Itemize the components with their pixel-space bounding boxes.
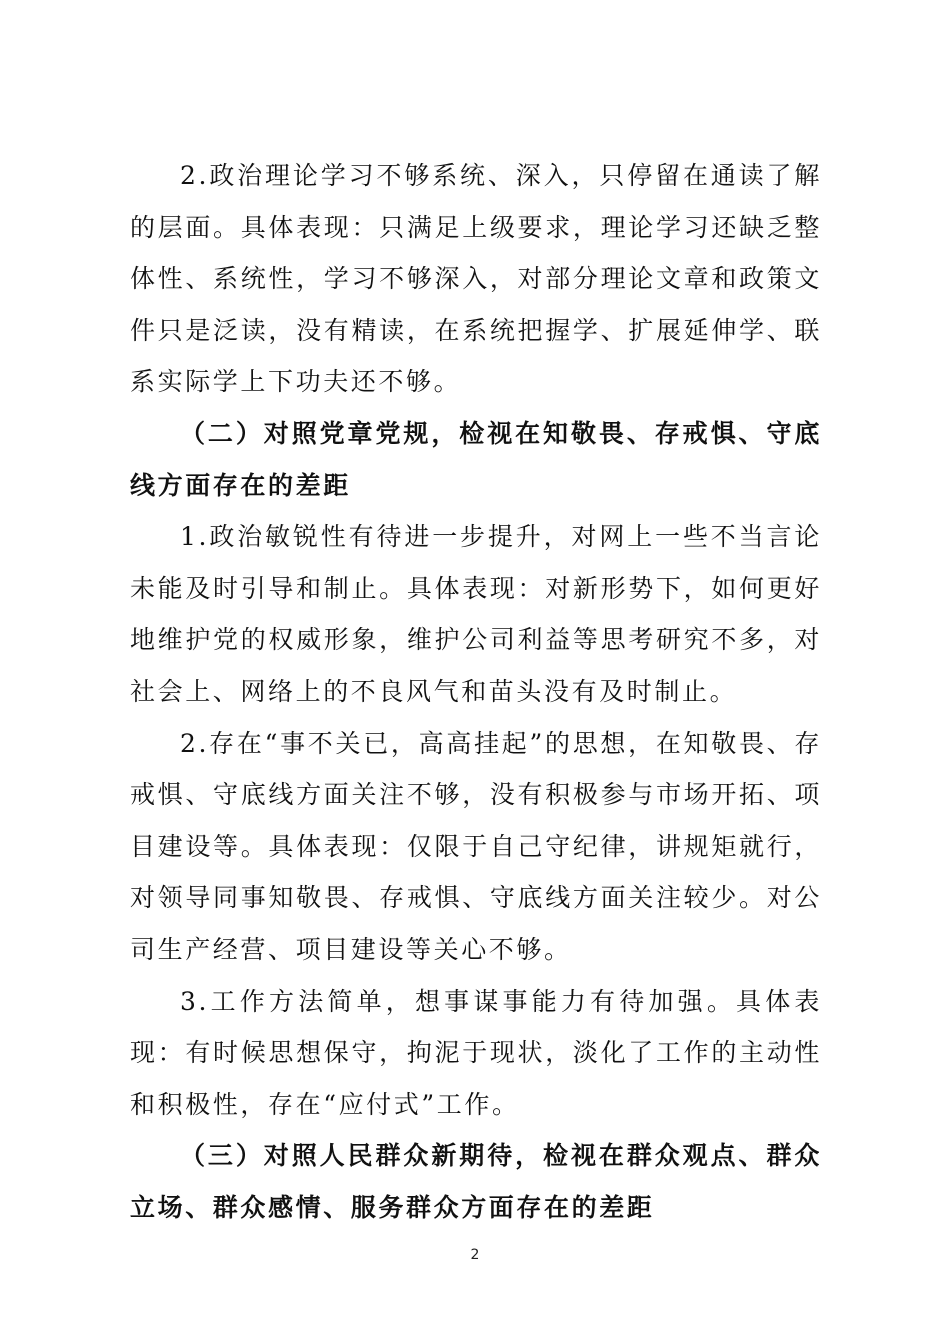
paragraph-item-1-political-sensitivity: 1.政治敏锐性有待进一步提升，对网上一些不当言论未能及时引导和制止。具体表现：对新形势下，如何更好地维护党的权威形象，维护公司利益等思考研究不多，对社会上、网络上的不良风气和苗头没有及时制止。 bbox=[130, 522, 822, 706]
section-heading-2: （二）对照党章党规，检视在知敬畏、存戒惧、守底线方面存在的差距 bbox=[130, 418, 822, 500]
paragraph-item-3-work-method: 3.工作方法简单，想事谋事能力有待加强。具体表现：有时候思想保守，拘泥于现状，淡化了工作的主动性和积极性，存在“应付式”工作。 bbox=[130, 986, 822, 1119]
document-body bbox=[130, 150, 822, 1233]
paragraph-item-2-attitude: 2.存在“事不关已，高高挂起”的思想，在知敬畏、存戒惧、守底线方面关注不够，没有积极参与市场开拓、项目建设等。具体表现：仅限于自己守纪律，讲规矩就行，对领导同事知敬畏、存戒惧、守底线方面关注较少。对公司生产经营、项目建设等关心不够。 bbox=[130, 728, 822, 964]
section-heading-3: （三）对照人民群众新期待，检视在群众观点、群众立场、群众感情、服务群众方面存在的差距 bbox=[130, 1141, 822, 1222]
paragraph-item-2-theory-study: 2.政治理论学习不够系统、深入，只停留在通读了解的层面。具体表现：只满足上级要求，理论学习还缺乏整体性、系统性，学习不够深入，对部分理论文章和政策文件只是泛读，没有精读，在系统把握学、扩展延伸学、联系实际学上下功夫还不够。 bbox=[130, 161, 822, 397]
page-number: 2 bbox=[470, 1247, 480, 1263]
